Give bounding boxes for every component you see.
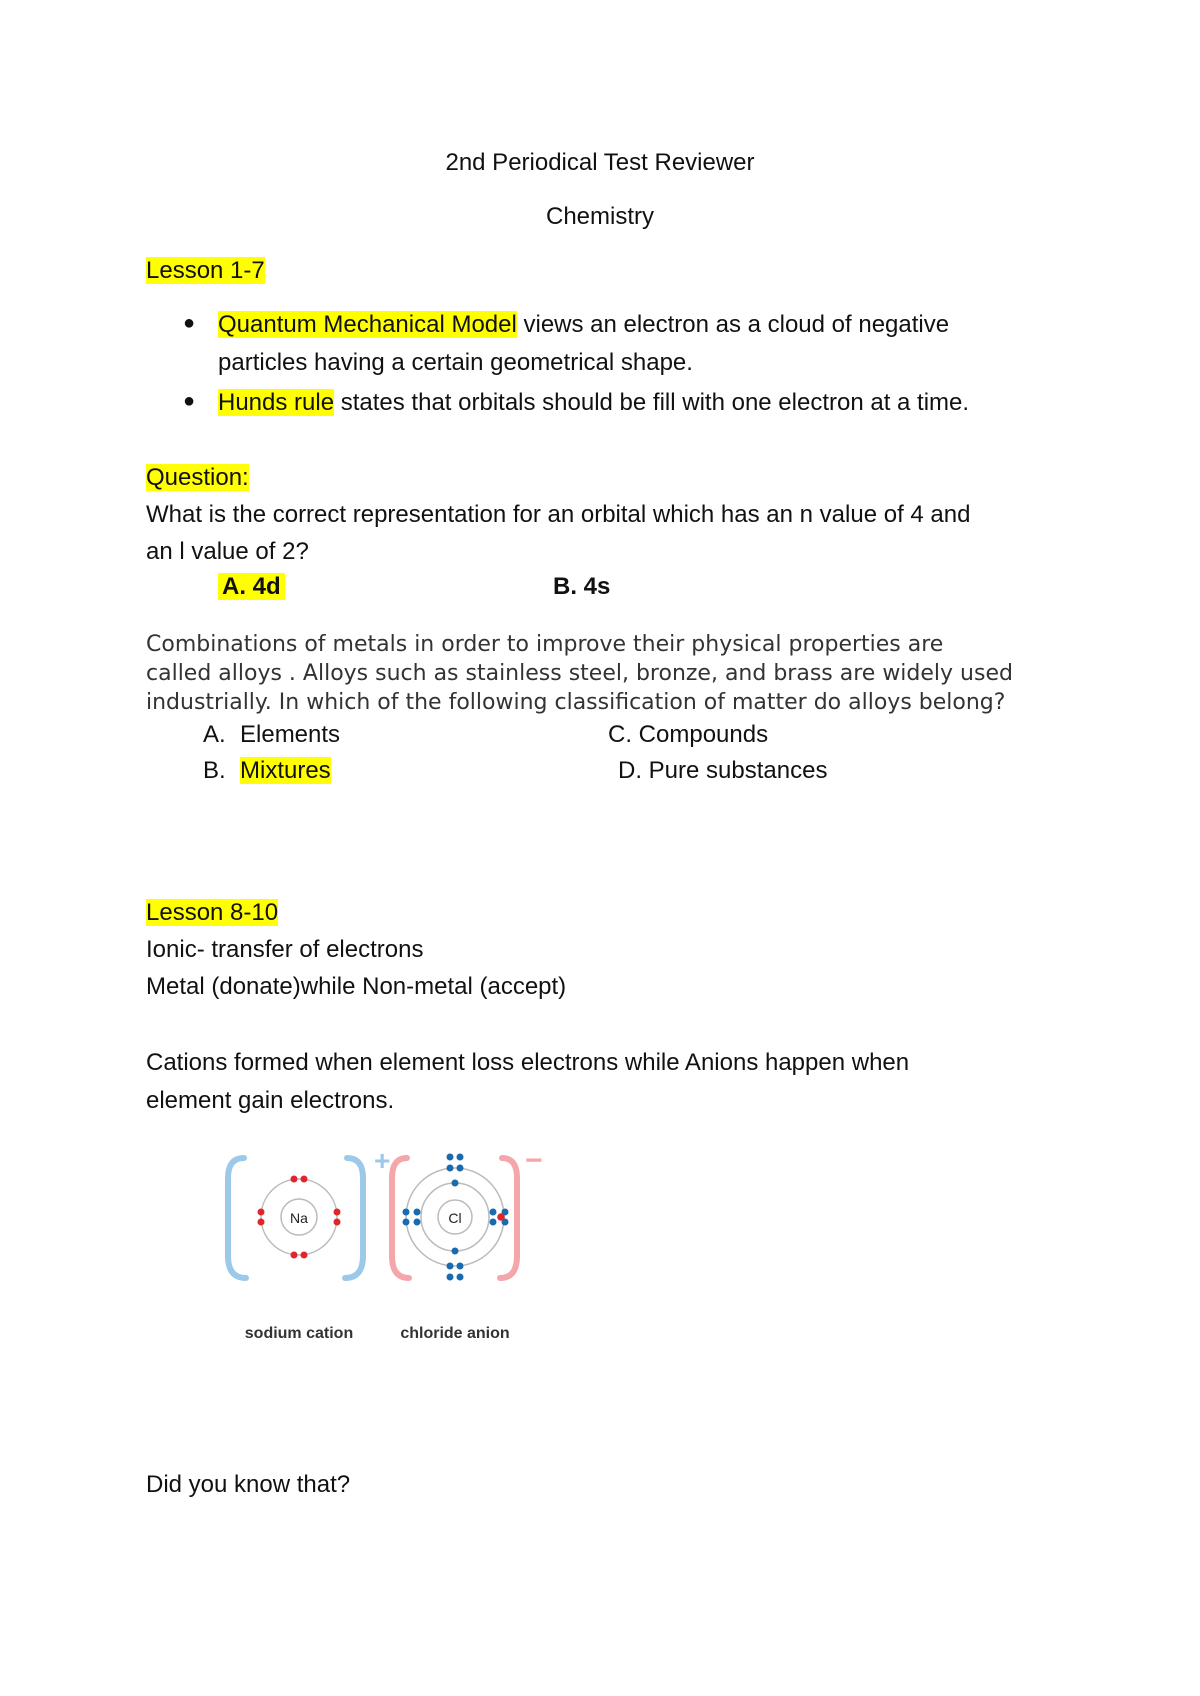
lesson-heading: Lesson 8-10 bbox=[146, 899, 279, 926]
cl-gained-electron bbox=[497, 1213, 505, 1221]
bullet-icon: ● bbox=[183, 312, 196, 334]
subject-title: Chemistry bbox=[545, 203, 654, 230]
bullet-item: Quantum Mechanical Model views an electron as a cloud of negative bbox=[218, 311, 950, 338]
choice-b: Mixtures bbox=[240, 757, 331, 784]
bracket-left bbox=[228, 1158, 246, 1278]
bullet-item: Hunds rule states that orbitals should be fill with one electron at a time. bbox=[218, 389, 970, 416]
question-label: Question: bbox=[146, 464, 249, 491]
choice-c: C. Compounds bbox=[608, 721, 769, 748]
note-line: Metal (donate)while Non-metal (accept) bbox=[146, 973, 567, 1000]
choice-a: Elements bbox=[240, 721, 341, 748]
chloride-caption: chloride anion bbox=[400, 1325, 510, 1342]
highlighted-term: Quantum Mechanical Model bbox=[218, 311, 517, 338]
question-text: What is the correct representation for an orbital which has an n value of 4 and bbox=[146, 501, 971, 528]
question-text: Combinations of metals in order to improve their physical properties are bbox=[146, 632, 944, 657]
note-line: element gain electrons. bbox=[146, 1087, 395, 1114]
choice-a: A. 4d bbox=[218, 572, 285, 602]
choice-d: D. Pure substances bbox=[618, 757, 828, 784]
cl-symbol: Cl bbox=[448, 1210, 462, 1226]
bracket-right bbox=[345, 1158, 363, 1278]
note-line: Ionic- transfer of electrons bbox=[146, 936, 424, 963]
question-text: industrially. In which of the following classification of matter do alloys belong? bbox=[146, 690, 1006, 715]
ion-diagram bbox=[222, 1138, 602, 1353]
sodium-caption: sodium cation bbox=[244, 1325, 354, 1342]
na-symbol: Na bbox=[290, 1210, 308, 1226]
question-text: an l value of 2? bbox=[146, 538, 309, 565]
did-you-know: Did you know that? bbox=[146, 1471, 351, 1498]
highlighted-term: Hunds rule bbox=[218, 389, 335, 416]
choice-letter: B. bbox=[203, 757, 226, 784]
lesson-heading: Lesson 1-7 bbox=[146, 257, 265, 284]
choice-letter: A. bbox=[203, 721, 226, 748]
positive-charge-sign: + bbox=[374, 1145, 391, 1176]
question-text: called alloys . Alloys such as stainless steel, bronze, and brass are widely used bbox=[146, 661, 1013, 686]
bullet-icon: ● bbox=[183, 390, 196, 412]
negative-charge-sign: − bbox=[525, 1144, 543, 1177]
choice-b: B. 4s bbox=[553, 573, 611, 600]
note-line: Cations formed when element loss electrons while Anions happen when bbox=[146, 1049, 910, 1076]
bullet-continuation: particles having a certain geometrical shape. bbox=[218, 349, 693, 376]
page-title: 2nd Periodical Test Reviewer bbox=[445, 149, 755, 176]
